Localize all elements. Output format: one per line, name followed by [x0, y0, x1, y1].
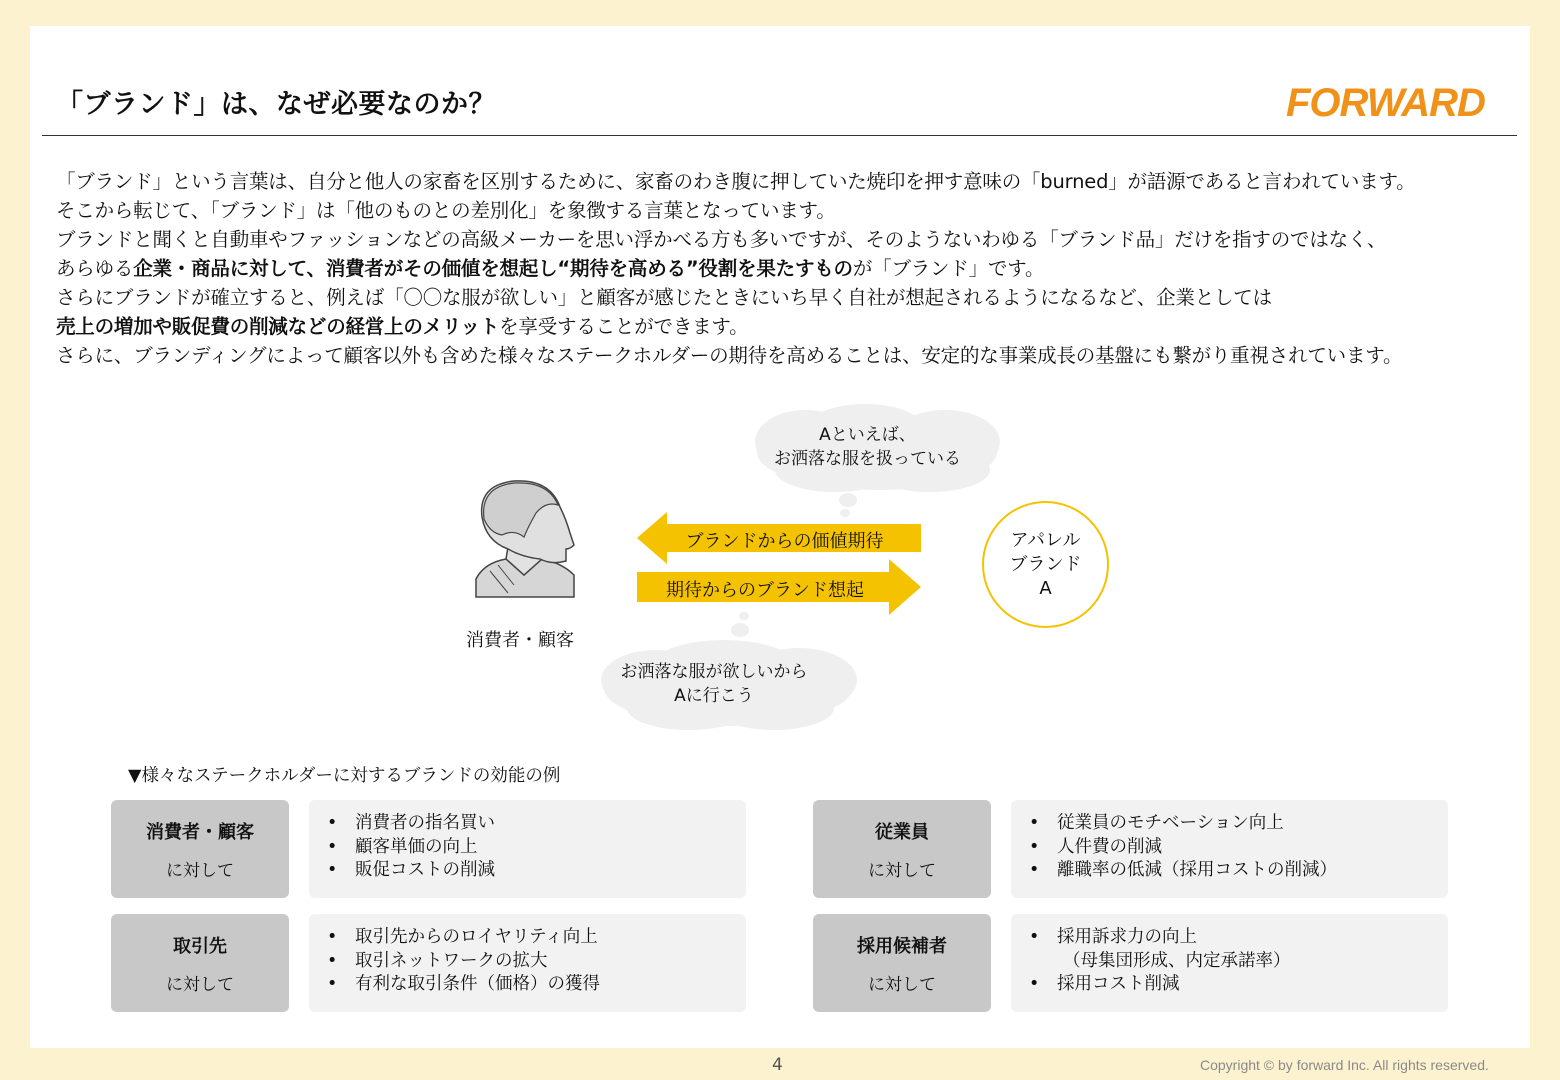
list-item: • 消費者の指名買い — [327, 813, 495, 833]
brand-line: A — [1039, 577, 1052, 599]
logo-text: FORWARD — [1286, 81, 1485, 124]
list-item: • 採用コスト削減 — [1029, 974, 1180, 994]
card-body-employee — [1011, 800, 1448, 898]
list-item: • 採用訴求力の向上 — [1029, 927, 1197, 947]
list-item: • 人件費の削減 — [1029, 836, 1162, 857]
consumer-person-icon — [462, 475, 587, 600]
list-item: • 販促コストの削減 — [327, 860, 495, 880]
card-body-candidate — [1011, 914, 1448, 1012]
card-head-employee — [813, 800, 991, 898]
cloud-bottom-text — [594, 660, 834, 708]
cloud-line: お洒落な服が欲しいから — [620, 662, 808, 682]
intro-emphasis: 企業・商品に対して、消費者がその価値を想起し“期待を高める”役割を果たすもの — [133, 257, 853, 280]
brand-line: アパレル — [1010, 529, 1081, 551]
card-head-sub: に対して — [166, 860, 234, 881]
cloud-line: Aに行こう — [674, 686, 754, 706]
cloud-line: Aといえば、 — [819, 425, 916, 445]
arrow-left-label: ブランドからの価値期待 — [685, 531, 884, 552]
intro-text-part: を享受することができます。 — [499, 315, 749, 338]
copyright: Copyright © by forward Inc. All rights reserved. — [1200, 1057, 1489, 1073]
page-title: 「ブランド」は、なぜ必要なのか？ — [56, 89, 496, 120]
forward-logo — [1284, 78, 1510, 124]
card-head-partner — [111, 914, 289, 1012]
card-head-title: 消費者・顧客 — [146, 821, 254, 843]
stakeholder-section-label: ▼様々なステークホルダーに対するブランドの効能の例 — [128, 766, 561, 786]
brand-line: ブランド — [1009, 553, 1082, 575]
intro-text-part: が「ブランド」です。 — [852, 257, 1045, 280]
brand-a-circle — [982, 501, 1109, 628]
card-head-title: 取引先 — [173, 935, 227, 957]
list-item: • 顧客単価の向上 — [327, 836, 478, 857]
card-head-sub: に対して — [166, 974, 234, 995]
intro-line — [56, 312, 1496, 341]
arrow-right-label: 期待からのブランド想起 — [666, 580, 864, 601]
intro-text — [56, 167, 1496, 370]
person-label: 消費者・顧客 — [466, 630, 574, 651]
card-head-candidate — [813, 914, 991, 1012]
card-body-consumer — [309, 800, 746, 898]
intro-text-part: あらゆる — [56, 257, 134, 280]
intro-line: ブランドと聞くと自動車やファッションなどの高級メーカーを思い浮かべる方も多いですが、そのようないわゆる「ブランド品」だけを指すのではなく、 — [56, 228, 1387, 251]
cloud-line: お洒落な服を扱っている — [774, 449, 961, 469]
intro-line — [56, 254, 1496, 283]
card-head-title: 従業員 — [875, 821, 929, 843]
intro-line: さらにブランドが確立すると、例えば「〇〇な服が欲しい」と顧客が感じたときにいち早く自社が想起されるようになるなど、企業としては — [56, 286, 1272, 309]
list-item: • 離職率の低減（採用コストの削減） — [1029, 860, 1337, 880]
cloud-top-text — [745, 423, 990, 471]
list-item: • 従業員のモチベーション向上 — [1029, 813, 1284, 833]
title-divider — [42, 135, 1517, 136]
intro-line: そこから転じて、「ブランド」は「他のものとの差別化」を象徴する言葉となっています。 — [56, 199, 836, 222]
card-head-sub: に対して — [868, 860, 936, 881]
page-number: 4 — [772, 1055, 783, 1075]
intro-emphasis: 売上の増加や販促費の削減などの経営上のメリット — [56, 315, 500, 338]
card-head-title: 採用候補者 — [857, 935, 947, 957]
list-item: （母集団形成、内定承諾率） — [1063, 950, 1291, 971]
card-body-partner — [309, 914, 746, 1012]
card-head-consumer — [111, 800, 289, 898]
intro-line: さらに、ブランディングによって顧客以外も含めた様々なステークホルダーの期待を高めることは、安定的な事業成長の基盤にも繋がり重視されています。 — [56, 344, 1403, 367]
intro-line: 「ブランド」という言葉は、自分と他人の家畜を区別するために、家畜のわき腹に押していた焼印を押す意味の「burned」が語源であると言われています。 — [56, 170, 1416, 193]
card-head-sub: に対して — [868, 974, 936, 995]
list-item: • 取引先からのロイヤリティ向上 — [327, 927, 598, 947]
list-item: • 取引ネットワークの拡大 — [327, 950, 548, 971]
list-item: • 有利な取引条件（価格）の獲得 — [327, 974, 600, 994]
